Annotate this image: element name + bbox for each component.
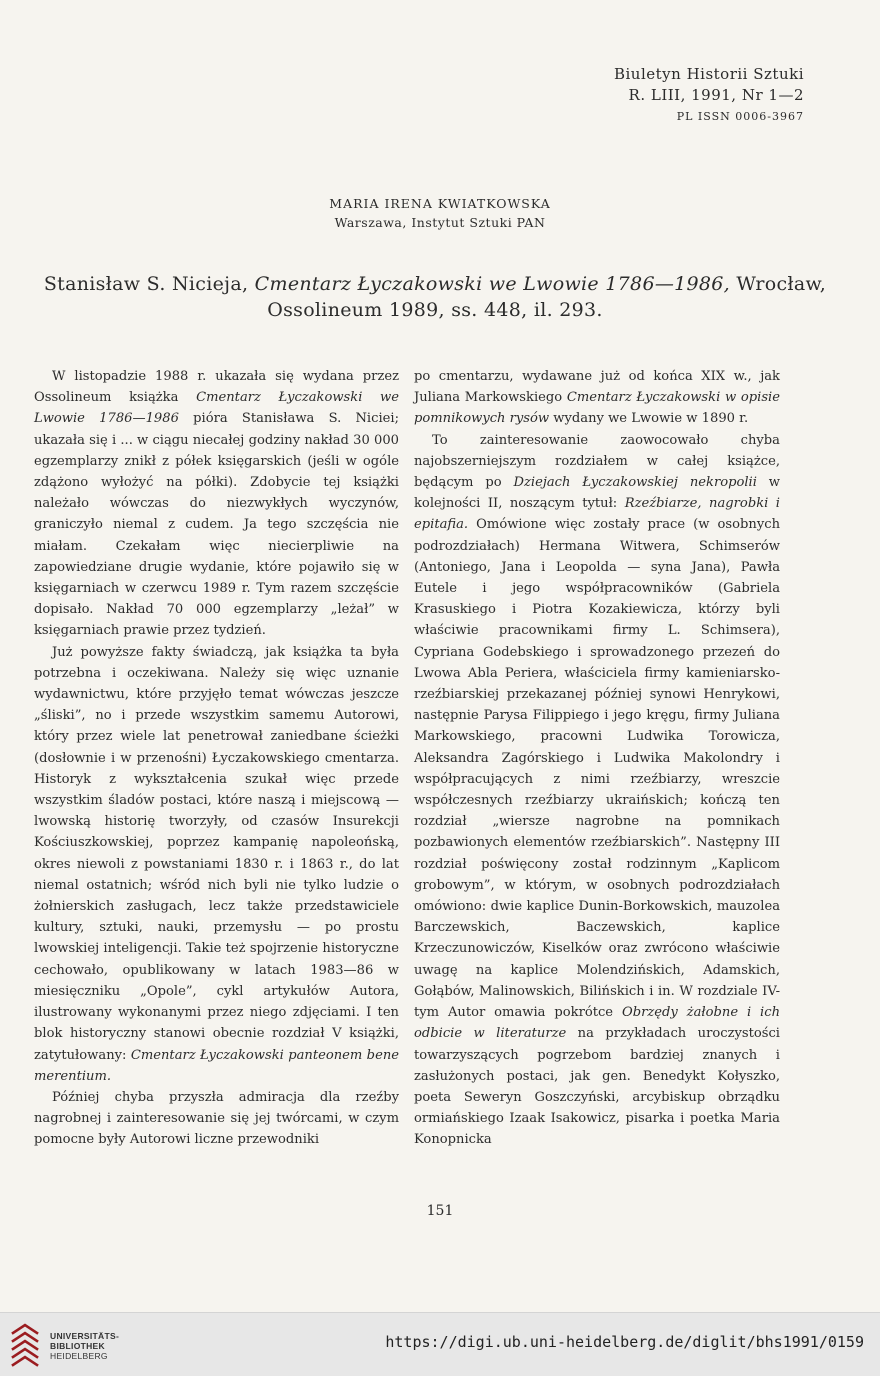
page-number: 151: [426, 1203, 454, 1219]
library-name-line: HEIDELBERG: [50, 1351, 108, 1361]
left-column: [34, 366, 399, 1151]
title-prefix: Stanisław S. Nicieja,: [43, 273, 255, 295]
paragraph: [414, 430, 780, 1151]
article-author: MARIA IRENA KWIATKOWSKA: [329, 196, 551, 211]
text: wydany we Lwowie w 1890 r.: [549, 411, 749, 427]
library-name-line: BIBLIOTHEK: [50, 1341, 105, 1351]
text: W listopadzie 1988 r. ukazała się wydana przez Ossolineum książka: [34, 369, 399, 406]
source-url-link[interactable]: https://digi.ub.uni-heidelberg.de/diglit/bhs1991/0159: [385, 1333, 864, 1351]
journal-volume: R. LIII, 1991, Nr 1—2: [628, 86, 804, 104]
italic-text: Dziejach Łyczakowskiej nekropolii: [513, 475, 757, 491]
italic-text: Cmentarz Łyczakowski w opisie pomnikowych rysów: [414, 390, 780, 427]
footer-bar: [0, 1312, 880, 1376]
title-suffix: Wrocław, Ossolineum 1989, ss. 448, il. 293.: [267, 273, 827, 321]
text: Już powyższe fakty świadczą, jak książka ta była potrzebna i oczekiwana. Należy się więc uznanie wydawnictwu, które przyjęło temat wówczas jeszcze „śliski”, no i przede wszystkim samemu Autorowi, który przez wiele lat penetrował zaniedbane ścieżki (dosłownie i w przenośni) Łyczakowskiego cmentarza. Historyk z wykształcenia szukał więc przede wszystkim śladów postaci, które naszą i miejscową — lwowską historię tworzyły, od czasów Insurekcji Kościuszkowskiej, poprzez kampanię napoleońską, okres niewoli z powstaniami 1830 r. i 1863 r., do lat niemal ostatnich; wśród nich byli nie tylko ludzie o żołnierskich zasługach, lecz także przedstawiciele kultury, sztuki, nauki, przemysłu — po prostu lwowskiej inteligencji. Takie też spojrzenie historyczne cechowało, opublikowany w latach 1983—86 w miesięczniku „Opole”, cykl artykułów Autora, ilustrowany wykonanymi przez niego zdjęciami. I ten blok historyczny stanowi obecnie rozdział V książki, zatytułowany:: [34, 644, 399, 1063]
text: po cmentarzu, wydawane już od końca XIX w., jak Juliana Markowskiego: [414, 369, 780, 406]
italic-text: Cmentarz Łyczakowski panteonem bene merentium.: [34, 1047, 399, 1084]
library-name: [50, 1331, 119, 1361]
paragraph: [34, 366, 399, 642]
author-affiliation: Warszawa, Instytut Sztuki PAN: [334, 215, 546, 230]
paragraph: [414, 366, 780, 430]
title-italic: Cmentarz Łyczakowski we Lwowie 1786—1986,: [254, 273, 731, 295]
text: Omówione więc zostały prace (w osobnych podrozdziałach) Hermana Witwera, Schimserów (Antoniego, Jana i Leopolda — syna Jana), Pawła Eutele i jego współpracowników (Gabriela Krasuskiego i Piotra Kozakiewicza, którzy byli właściwie pracownikami firmy L. Schimsera), Cypriana Godebskiego i sprowadzonego przezeń do Lwowa Abla Periera, właściciela firmy kamieniarsko-rzeźbiarskiej przekazanej później synowi Henrykowi, następnie Parysa Filippiego i jego kręgu, firmy Juliana Markowskiego, pracowni Ludwika Torowicza, Aleksandra Zagórskiego i Ludwika Makolondry i współpracujących z nimi rzeźbiarzy, wreszcie współczesnych rzeźbiarzy ukraińskich; kończą ten rozdział „wiersze nagrobne na pomnikach pozbawionych elementów rzeźbiarskich”. Następny III rozdział poświęcony został rodzinnym „Kaplicom grobowym”, w którym, w osobnych podrozdziałach omówiono: dwie kaplice Dunin-Borkowskich, mauzolea Barczewskich, Baczewskich, kaplice Krzeczunowiczów, Kiselków oraz zwrócono właściwie uwagę na kaplice Molendzińskich, Adamskich, Gołąbów, Malinowskich, Bilińskich i in. W rozdziale IV-tym Autor omawia pokrótce: [414, 517, 780, 1021]
italic-text: Obrzędy żałobne i ich odbicie w literaturze: [414, 1005, 781, 1042]
journal-header: [614, 64, 804, 128]
right-column: [414, 366, 780, 1151]
paragraph: [34, 642, 399, 1087]
library-name-line: UNIVERSITÄTS-: [50, 1331, 120, 1341]
library-logo-icon: [10, 1321, 40, 1367]
italic-text: Rzeźbiarze, nagrobki i epitafia.: [414, 496, 780, 533]
journal-issn: PL ISSN 0006-3967: [676, 110, 804, 123]
text: w kolejności II, noszącym tytuł:: [414, 475, 781, 512]
paragraph: Później chyba przyszła admiracja dla rzeźby nagrobnej i zainteresowanie się jej twórcami, w czym pomocne były Autorowi liczne przewodniki: [34, 1089, 399, 1148]
italic-text: Cmentarz Łyczakowski we Lwowie 1786—1986: [34, 390, 399, 427]
article-title: [20, 271, 850, 323]
journal-name: Biuletyn Historii Sztuki: [613, 65, 804, 83]
text: pióra Stanisława S. Niciei; ukazała się i ... w ciągu niecałej godziny nakład 30 000 egzemplarzy znikł z półek księgarskich (jeśli w ogóle zdążono wyłożyć na półki). Zdobycie tej książki należało wówczas do niezwykłych wyczynów, graniczyło niemal z cudem. Ja tego szczęścia nie miałam. Czekałam więc niecierpliwie na zapowiedziane drugie wydanie, które pojawiło się w księgarniach w czerwcu 1989 r. Tym razem szczęście dopisało. Nakład 70 000 egzemplarzy „leżał” w księgarniach prawie przez tydzień.: [34, 411, 399, 639]
text: na przykładach uroczystości towarzyszących pogrzebom bardziej znanych i zasłużonych postaci, jak gen. Benedykt Kołyszko, poeta Seweryn Goszczyński, arcybiskup obrządku ormiańskiego Izaak Isakowicz, pisarka i poetka Maria Konopnicka: [414, 1026, 780, 1148]
text: To zainteresowanie zaowocowało chyba najobszerniejszym rozdziałem w całej książce, będącym po: [414, 432, 780, 491]
